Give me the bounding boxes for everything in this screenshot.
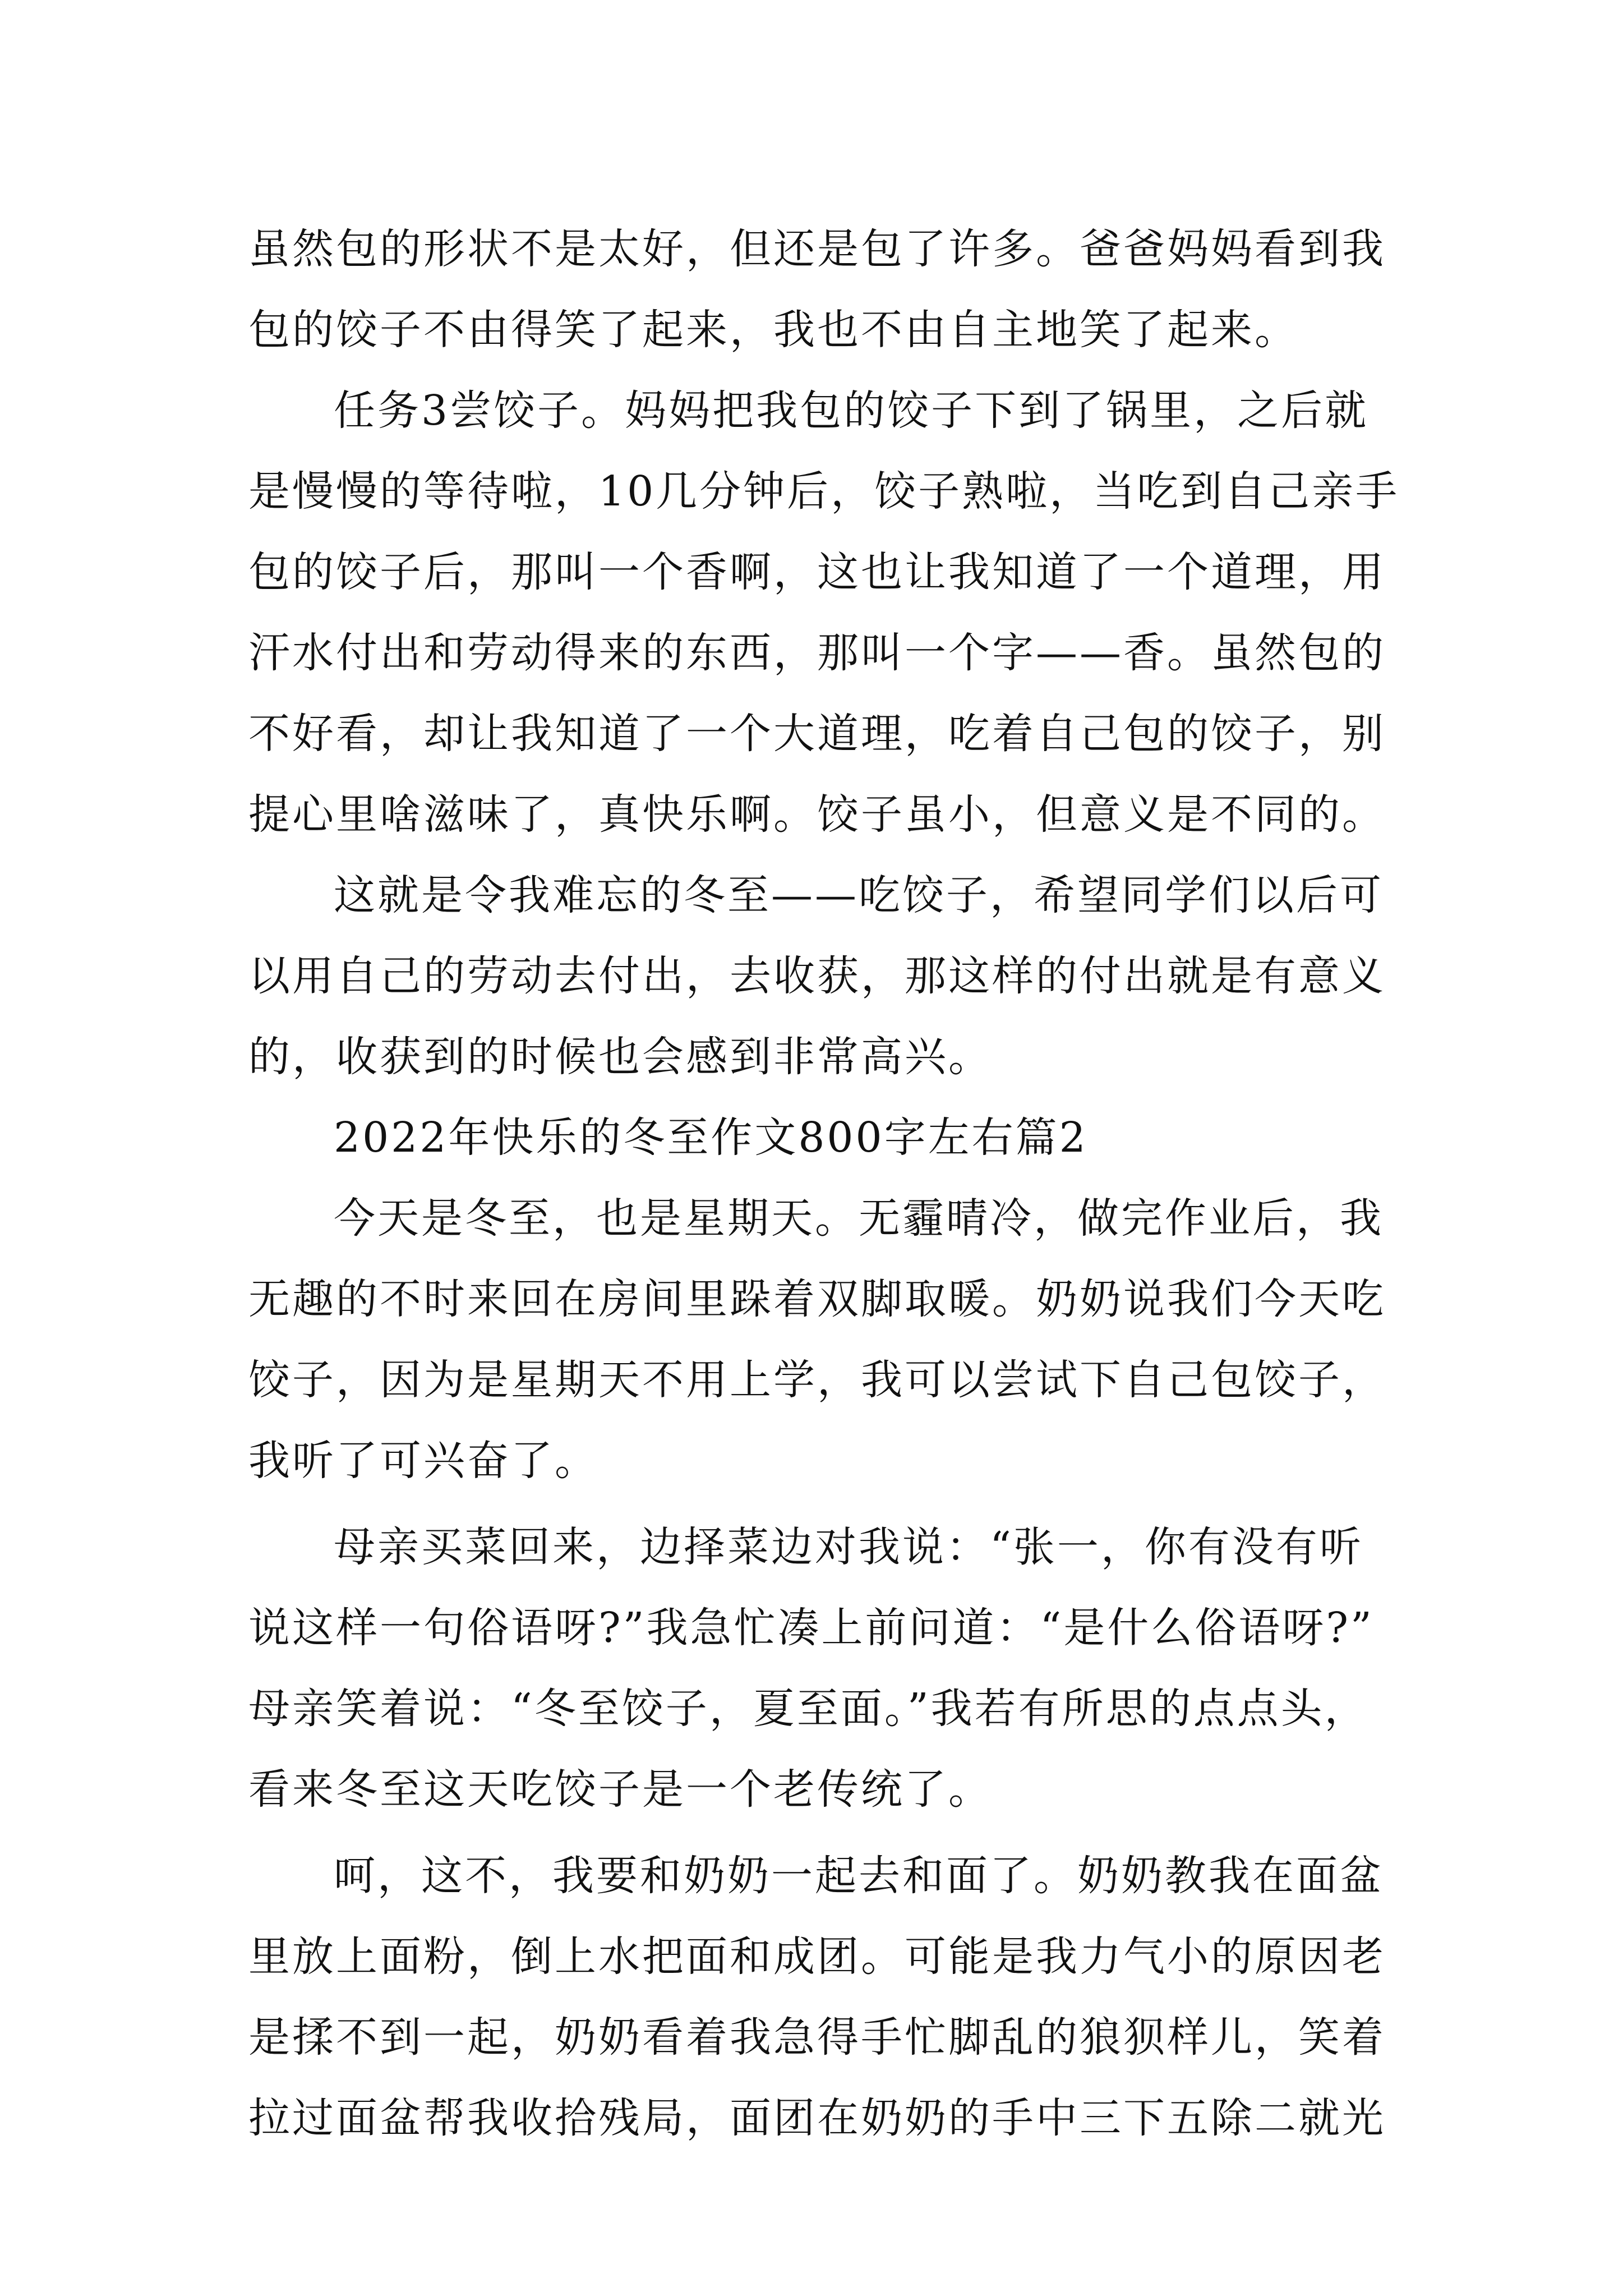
text-line: 虽然包的形状不是太好，但还是包了许多。爸爸妈妈看到我 [248,225,1386,273]
text-line: 是揉不到一起，奶奶看着我急得手忙脚乱的狼狈样儿，笑着 [248,2013,1386,2062]
text-line: 包的饺子不由得笑了起来，我也不由自主地笑了起来。 [248,306,1298,354]
section-heading: 2022年快乐的冬至作文800字左右篇2 [334,1114,1088,1162]
text-line: 拉过面盆帮我收拾残局，面团在奶奶的手中三下五除二就光 [248,2094,1386,2142]
text-line: 里放上面粉，倒上水把面和成团。可能是我力气小的原因老 [248,1932,1386,1981]
text-line: 母亲笑着说：“冬至饺子，夏至面。”我若有所思的点点头， [248,1685,1368,1733]
text-line: 看来冬至这天吃饺子是一个老传统了。 [248,1765,992,1814]
text-line: 的，收获到的时候也会感到非常高兴。 [248,1033,992,1081]
text-line: 今天是冬至，也是星期天。无霾晴冷，做完作业后，我 [334,1194,1384,1243]
text-line: 包的饺子后，那叫一个香啊，这也让我知道了一个道理，用 [248,548,1386,596]
text-line: 无趣的不时来回在房间里跺着双脚取暖。奶奶说我们今天吃 [248,1275,1386,1323]
text-line: 以用自己的劳动去付出，去收获，那这样的付出就是有意义 [248,952,1386,1000]
text-line: 提心里啥滋味了，真快乐啊。饺子虽小，但意义是不同的。 [248,790,1386,839]
text-line: 说这样一句俗语呀?”我急忙凑上前问道：“是什么俗语呀?” [248,1604,1374,1652]
text-line: 这就是令我难忘的冬至——吃饺子，希望同学们以后可 [334,871,1384,919]
text-line: 汗水付出和劳动得来的东西，那叫一个字——香。虽然包的 [248,629,1386,677]
text-line: 不好看，却让我知道了一个大道理，吃着自己包的饺子，别 [248,710,1386,758]
text-line: 呵，这不，我要和奶奶一起去和面了。奶奶教我在面盆 [334,1852,1384,1900]
essay-text-block [248,209,1400,2159]
text-line: 母亲买菜回来，边择菜边对我说：“张一，你有没有听 [334,1523,1363,1571]
text-line: 任务3尝饺子。妈妈把我包的饺子下到了锅里，之后就 [334,386,1369,435]
text-line: 是慢慢的等待啦，10几分钟后，饺子熟啦，当吃到自己亲手 [248,467,1400,516]
text-line: 饺子，因为是星期天不用上学，我可以尝试下自己包饺子， [248,1356,1386,1404]
text-line: 我听了可兴奋了。 [248,1437,598,1485]
